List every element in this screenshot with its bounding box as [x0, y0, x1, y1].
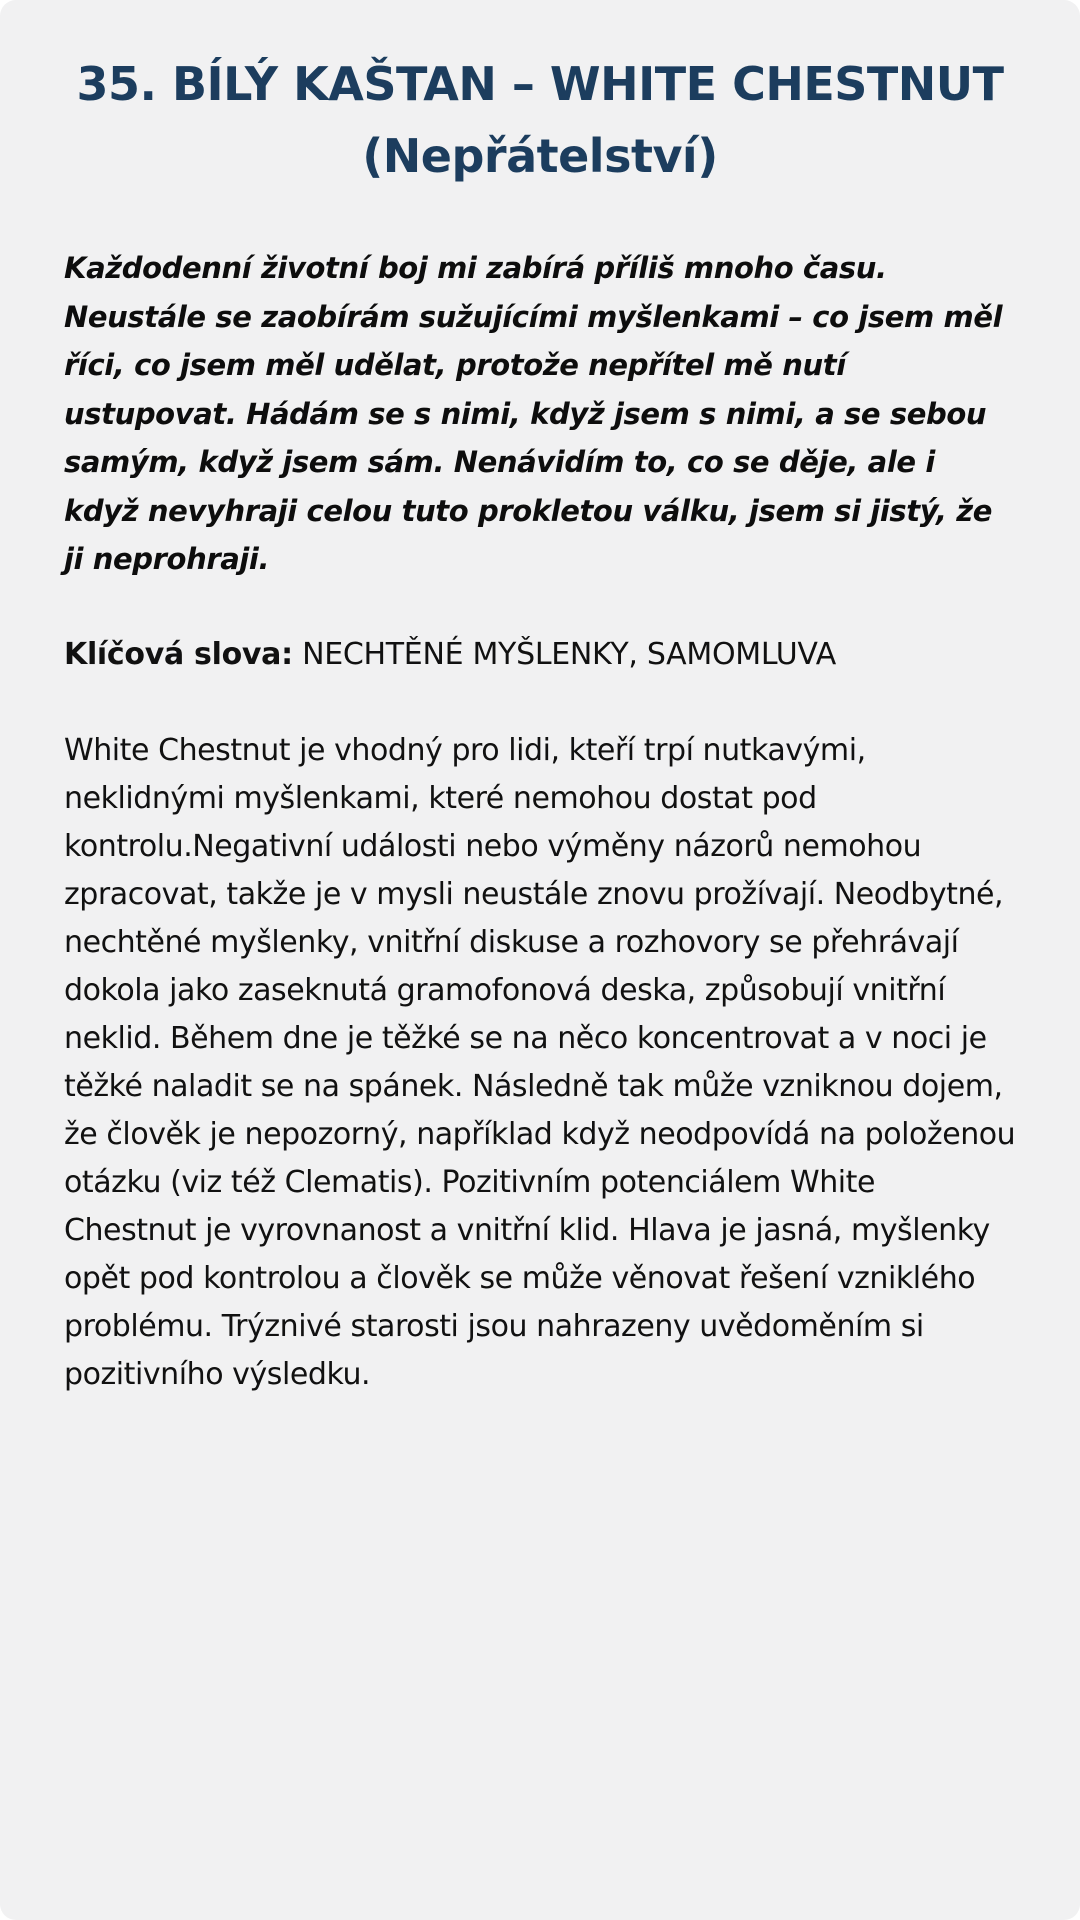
page-title: [64, 48, 1016, 192]
description-text: White Chestnut je vhodný pro lidi, kteří trpí nutkavými, neklidnými myšlenkami, které nemohou dostat pod kontrolu.Negativní události nebo výměny názorů nemohou zpracovat, takže je v mysli neustále znovu prožívají. Neodbytné, nechtěné myšlenky, vnitřní diskuse a rozhovory se přehrávají dokola jako zaseknutá gramofonová deska, způsobují vnitřní neklid. Během dne je těžké se na něco koncentrovat a v noci je těžké naladit se na spánek. Následně tak může vzniknou dojem, že člověk je nepozorný, například když neodpovídá na položenou otázku (viz též Clematis). Pozitivním potenciálem White Chestnut je vyrovnanost a vnitřní klid. Hlava je jasná, myšlenky opět pod kontrolou a člověk se může věnovat řešení vzniklého problému. Trýznivé starosti jsou nahrazeny uvědoměním si pozitivního výsledku.: [64, 732, 1016, 1392]
keywords-label: Klíčová slova:: [64, 636, 293, 672]
title-line-1: 35. BÍLÝ KAŠTAN – WHITE CHESTNUT: [76, 57, 1004, 111]
title-line-2: (Nepřátelství): [362, 129, 718, 183]
quote-text: Každodenní životní boj mi zabírá příliš mnoho času. Neustále se zaobírám sužujícími myšlenkami – co jsem měl říci, co jsem měl udělat, protože nepřítel mě nutí ustupovat. Hádám se s nimi, když jsem s nimi, a se sebou samým, když jsem sám. Nenávidím to, co se děje, ale i když nevyhraji celou tuto prokletou válku, jsem si jistý, že ji neprohraji.: [64, 251, 1003, 576]
keywords-line: [64, 631, 1016, 679]
keywords-value: NECHTĚNÉ MYŠLENKY, SAMOMLUVA: [302, 636, 836, 672]
